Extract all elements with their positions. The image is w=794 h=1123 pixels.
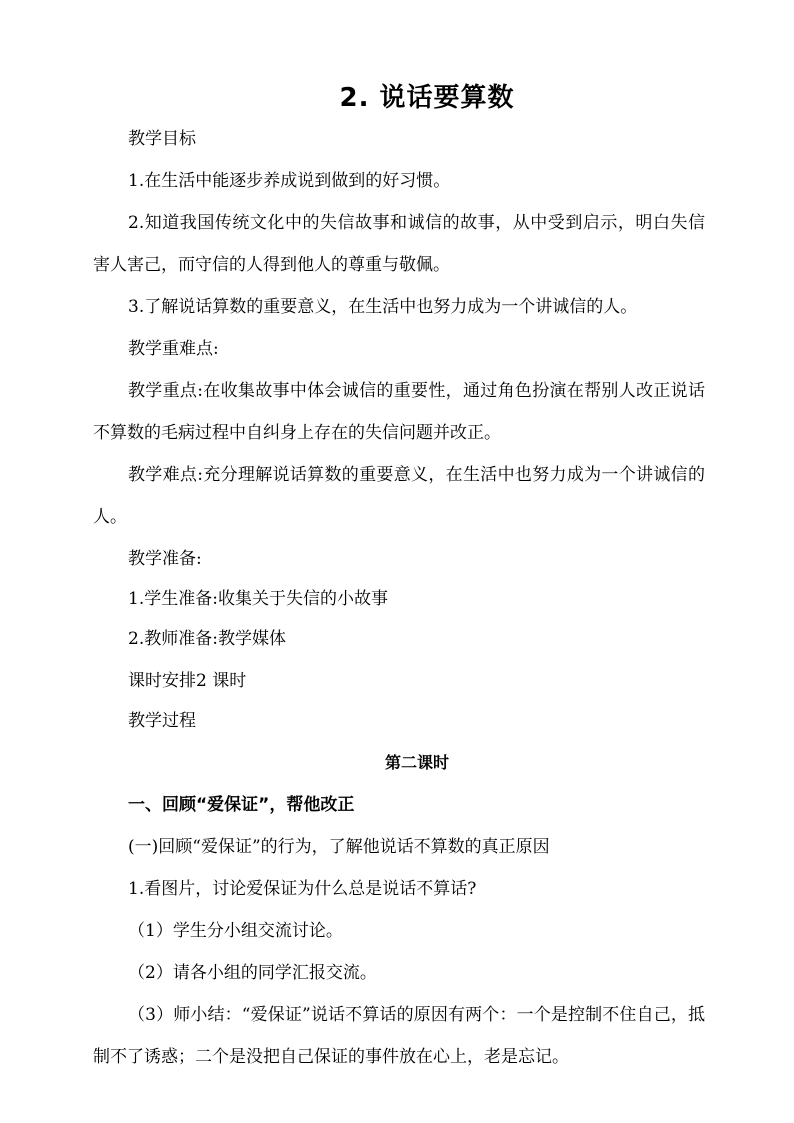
paragraph-objective-1: 1.在生活中能逐步养成说到做到的好习惯。 (128, 171, 451, 191)
paragraph-key-point: 教学重点:在收集故事中体会诚信的重要性，通过角色扮演在帮别人改正说话不算数的毛病过程中自纠身上存在的失信问题并改正。 (93, 381, 705, 443)
lesson-heading: 第二课时 (384, 753, 449, 772)
section-paragraph-4: （2）请各小组的同学汇报交流。 (128, 963, 377, 983)
section-heading: 一、回顾“爱保证”，帮他改正 (128, 795, 355, 815)
paragraph-difficult-point: 教学难点:充分理解说话算数的重要意义，在生活中也努力成为一个讲诚信的人。 (93, 465, 705, 527)
paragraph-schedule: 课时安排2 课时 (128, 671, 247, 691)
paragraph-process-heading: 教学过程 (128, 711, 196, 731)
section-paragraph-2: 1.看图片，讨论爱保证为什么总是说话不算话? (128, 879, 477, 899)
paragraph-objective-3: 3.了解说话算数的重要意义，在生活中也努力成为一个讲诚信的人。 (128, 297, 638, 317)
section-paragraph-5: （3）师小结：“爱保证”说话不算话的原因有两个：一个是控制不住自己，抵制不了诱惑；二个是没把自己保证的事件放在心上，老是忘记。 (93, 1005, 705, 1067)
paragraph-teacher-preparation: 2.教师准备:教学媒体 (128, 629, 286, 649)
section-paragraph-1: (一)回顾“爱保证”的行为，了解他说话不算数的真正原因 (128, 837, 550, 857)
section-paragraph-3: （1）学生分小组交流讨论。 (128, 921, 343, 941)
paragraph-objective-2: 2.知道我国传统文化中的失信故事和诚信的故事，从中受到启示，明白失信害人害己，而守信的人得到他人的尊重与敬佩。 (93, 213, 705, 275)
paragraph-key-difficult-heading: 教学重难点: (128, 339, 219, 359)
paragraph-preparation-heading: 教学准备: (128, 549, 202, 569)
paragraph-student-preparation: 1.学生准备:收集关于失信的小故事 (128, 589, 388, 609)
document-title: 2. 说话要算数 (339, 83, 515, 113)
paragraph-teaching-objectives-heading: 教学目标 (128, 129, 196, 149)
